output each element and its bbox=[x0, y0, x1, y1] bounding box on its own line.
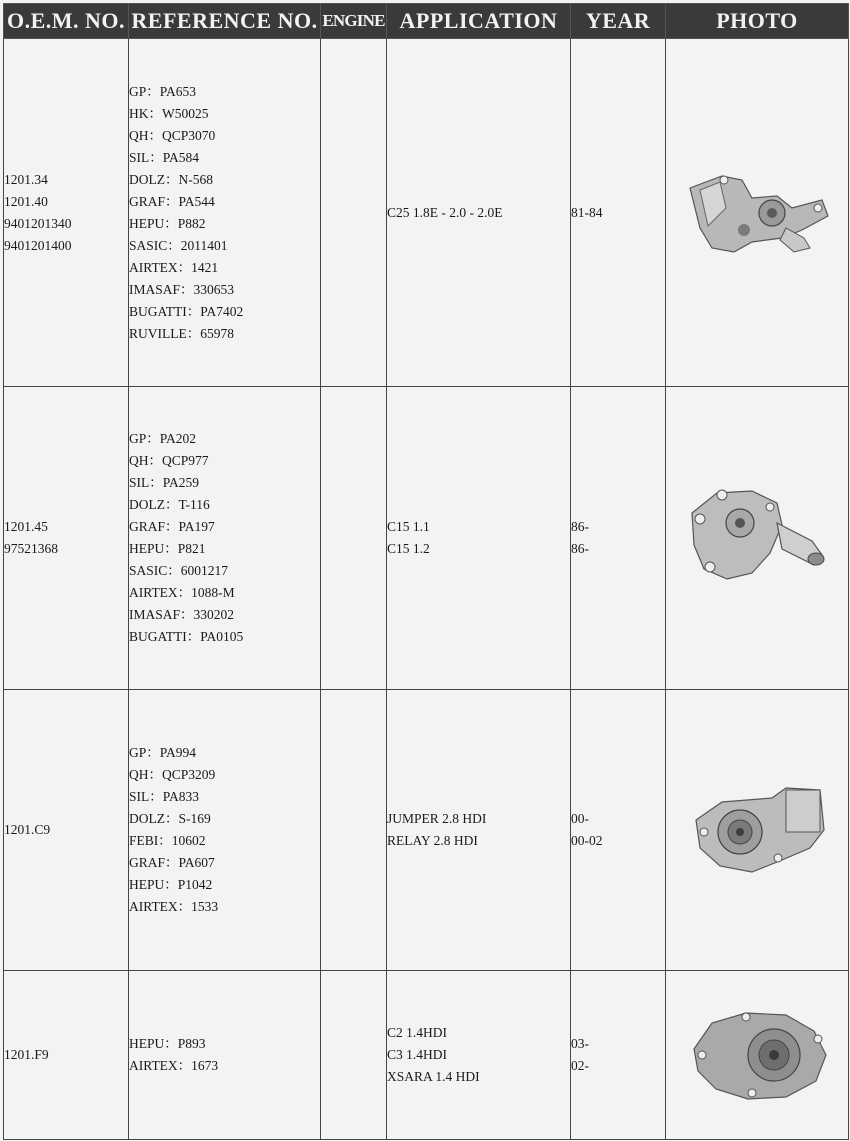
oem-number: 1201.34 bbox=[4, 171, 48, 187]
reference-cell bbox=[129, 971, 321, 1140]
table-row bbox=[4, 387, 849, 690]
reference-number: AIRTEX：1088-M bbox=[129, 585, 235, 600]
reference-number: GRAF：PA197 bbox=[129, 519, 215, 534]
water-pump-photo-icon bbox=[682, 483, 832, 593]
reference-number: DOLZ：N-568 bbox=[129, 171, 213, 187]
reference-number: SASIC：6001217 bbox=[129, 563, 229, 578]
reference-cell bbox=[129, 387, 321, 690]
application-cell bbox=[387, 39, 571, 387]
year-range: 81-84 bbox=[571, 204, 603, 220]
reference-number: HEPU：P882 bbox=[129, 215, 206, 231]
engine-cell bbox=[321, 690, 387, 971]
reference-number: AIRTEX：1421 bbox=[129, 259, 219, 275]
year-range: 00- bbox=[571, 811, 589, 826]
reference-number: BUGATTI：PA0105 bbox=[129, 629, 244, 644]
reference-number: SASIC：2011401 bbox=[129, 237, 228, 253]
table-row bbox=[4, 971, 849, 1140]
application-model: XSARA 1.4 HDI bbox=[387, 1069, 480, 1084]
reference-number: HK：W50025 bbox=[129, 105, 209, 121]
engine-cell bbox=[321, 971, 387, 1140]
reference-number: GP：PA202 bbox=[129, 431, 197, 446]
reference-number: HEPU：P1042 bbox=[129, 877, 213, 892]
application-model: JUMPER 2.8 HDI bbox=[387, 811, 487, 826]
water-pump-photo-icon bbox=[682, 168, 832, 258]
year-range: 03- bbox=[571, 1036, 589, 1051]
parts-table bbox=[3, 3, 849, 1140]
reference-number: GP：PA653 bbox=[129, 83, 197, 99]
header-application: APPLICATION bbox=[387, 4, 571, 39]
reference-number: AIRTEX：1533 bbox=[129, 899, 219, 914]
engine-cell bbox=[321, 39, 387, 387]
photo-cell bbox=[666, 971, 849, 1140]
application-model: C15 1.2 bbox=[387, 541, 430, 556]
reference-number: QH：QCP3209 bbox=[129, 767, 216, 782]
reference-cell bbox=[129, 690, 321, 971]
oem-number: 97521368 bbox=[4, 541, 58, 556]
reference-number: SIL：PA584 bbox=[129, 149, 200, 165]
photo-cell bbox=[666, 39, 849, 387]
header-oem: O.E.M. NO. bbox=[4, 4, 129, 39]
water-pump-photo-icon bbox=[682, 780, 832, 880]
reference-number: IMASAF：330653 bbox=[129, 281, 235, 297]
oem-number: 1201.40 bbox=[4, 193, 48, 209]
application-model: C2 1.4HDI bbox=[387, 1025, 447, 1040]
application-cell bbox=[387, 387, 571, 690]
reference-cell bbox=[129, 39, 321, 387]
oem-cell bbox=[4, 690, 129, 971]
oem-number: 1201.C9 bbox=[4, 822, 51, 837]
year-cell bbox=[571, 971, 666, 1140]
header-row bbox=[4, 4, 849, 39]
engine-cell bbox=[321, 387, 387, 690]
table-row bbox=[4, 39, 849, 387]
reference-number: BUGATTI：PA7402 bbox=[129, 303, 244, 319]
reference-number: HEPU：P893 bbox=[129, 1036, 206, 1051]
reference-number: GRAF：PA607 bbox=[129, 855, 215, 870]
reference-number: QH：QCP3070 bbox=[129, 127, 216, 143]
reference-number: DOLZ：S-169 bbox=[129, 811, 211, 826]
year-range: 00-02 bbox=[571, 833, 603, 848]
oem-cell bbox=[4, 971, 129, 1140]
photo-cell bbox=[666, 387, 849, 690]
reference-number: QH：QCP977 bbox=[129, 453, 209, 468]
header-engine: ENGINE bbox=[321, 4, 387, 39]
reference-number: HEPU：P821 bbox=[129, 541, 206, 556]
reference-number: GRAF：PA544 bbox=[129, 193, 215, 209]
application-model: C3 1.4HDI bbox=[387, 1047, 447, 1062]
reference-number: GP：PA994 bbox=[129, 745, 197, 760]
application-cell bbox=[387, 971, 571, 1140]
water-pump-photo-icon bbox=[682, 1005, 832, 1105]
year-cell bbox=[571, 387, 666, 690]
year-cell bbox=[571, 39, 666, 387]
table-row bbox=[4, 690, 849, 971]
reference-number: DOLZ：T-116 bbox=[129, 497, 210, 512]
header-year: YEAR bbox=[571, 4, 666, 39]
header-reference: REFERENCE NO. bbox=[129, 4, 321, 39]
application-model: RELAY 2.8 HDI bbox=[387, 833, 478, 848]
oem-number: 1201.45 bbox=[4, 519, 48, 534]
oem-number: 9401201400 bbox=[4, 237, 72, 253]
oem-number: 9401201340 bbox=[4, 215, 72, 231]
year-range: 02- bbox=[571, 1058, 589, 1073]
oem-cell bbox=[4, 387, 129, 690]
reference-number: SIL：PA259 bbox=[129, 475, 200, 490]
year-range: 86- bbox=[571, 519, 589, 534]
reference-number: AIRTEX：1673 bbox=[129, 1058, 219, 1073]
application-cell bbox=[387, 690, 571, 971]
oem-cell bbox=[4, 39, 129, 387]
photo-cell bbox=[666, 690, 849, 971]
reference-number: IMASAF：330202 bbox=[129, 607, 235, 622]
reference-number: RUVILLE：65978 bbox=[129, 325, 234, 341]
application-model: C25 1.8E - 2.0 - 2.0E bbox=[387, 204, 503, 220]
oem-number: 1201.F9 bbox=[4, 1047, 49, 1062]
reference-number: FEBI：10602 bbox=[129, 833, 206, 848]
application-model: C15 1.1 bbox=[387, 519, 430, 534]
reference-number: SIL：PA833 bbox=[129, 789, 200, 804]
year-range: 86- bbox=[571, 541, 589, 556]
header-photo: PHOTO bbox=[666, 4, 849, 39]
year-cell bbox=[571, 690, 666, 971]
